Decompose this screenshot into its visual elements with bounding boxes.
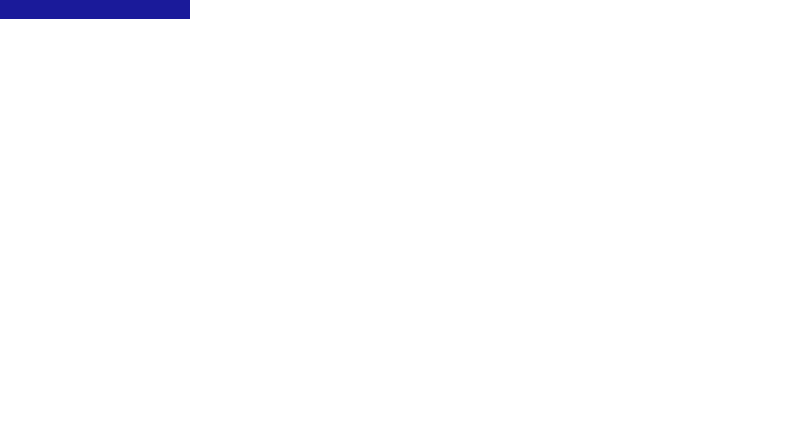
criterio-header <box>0 0 193 22</box>
